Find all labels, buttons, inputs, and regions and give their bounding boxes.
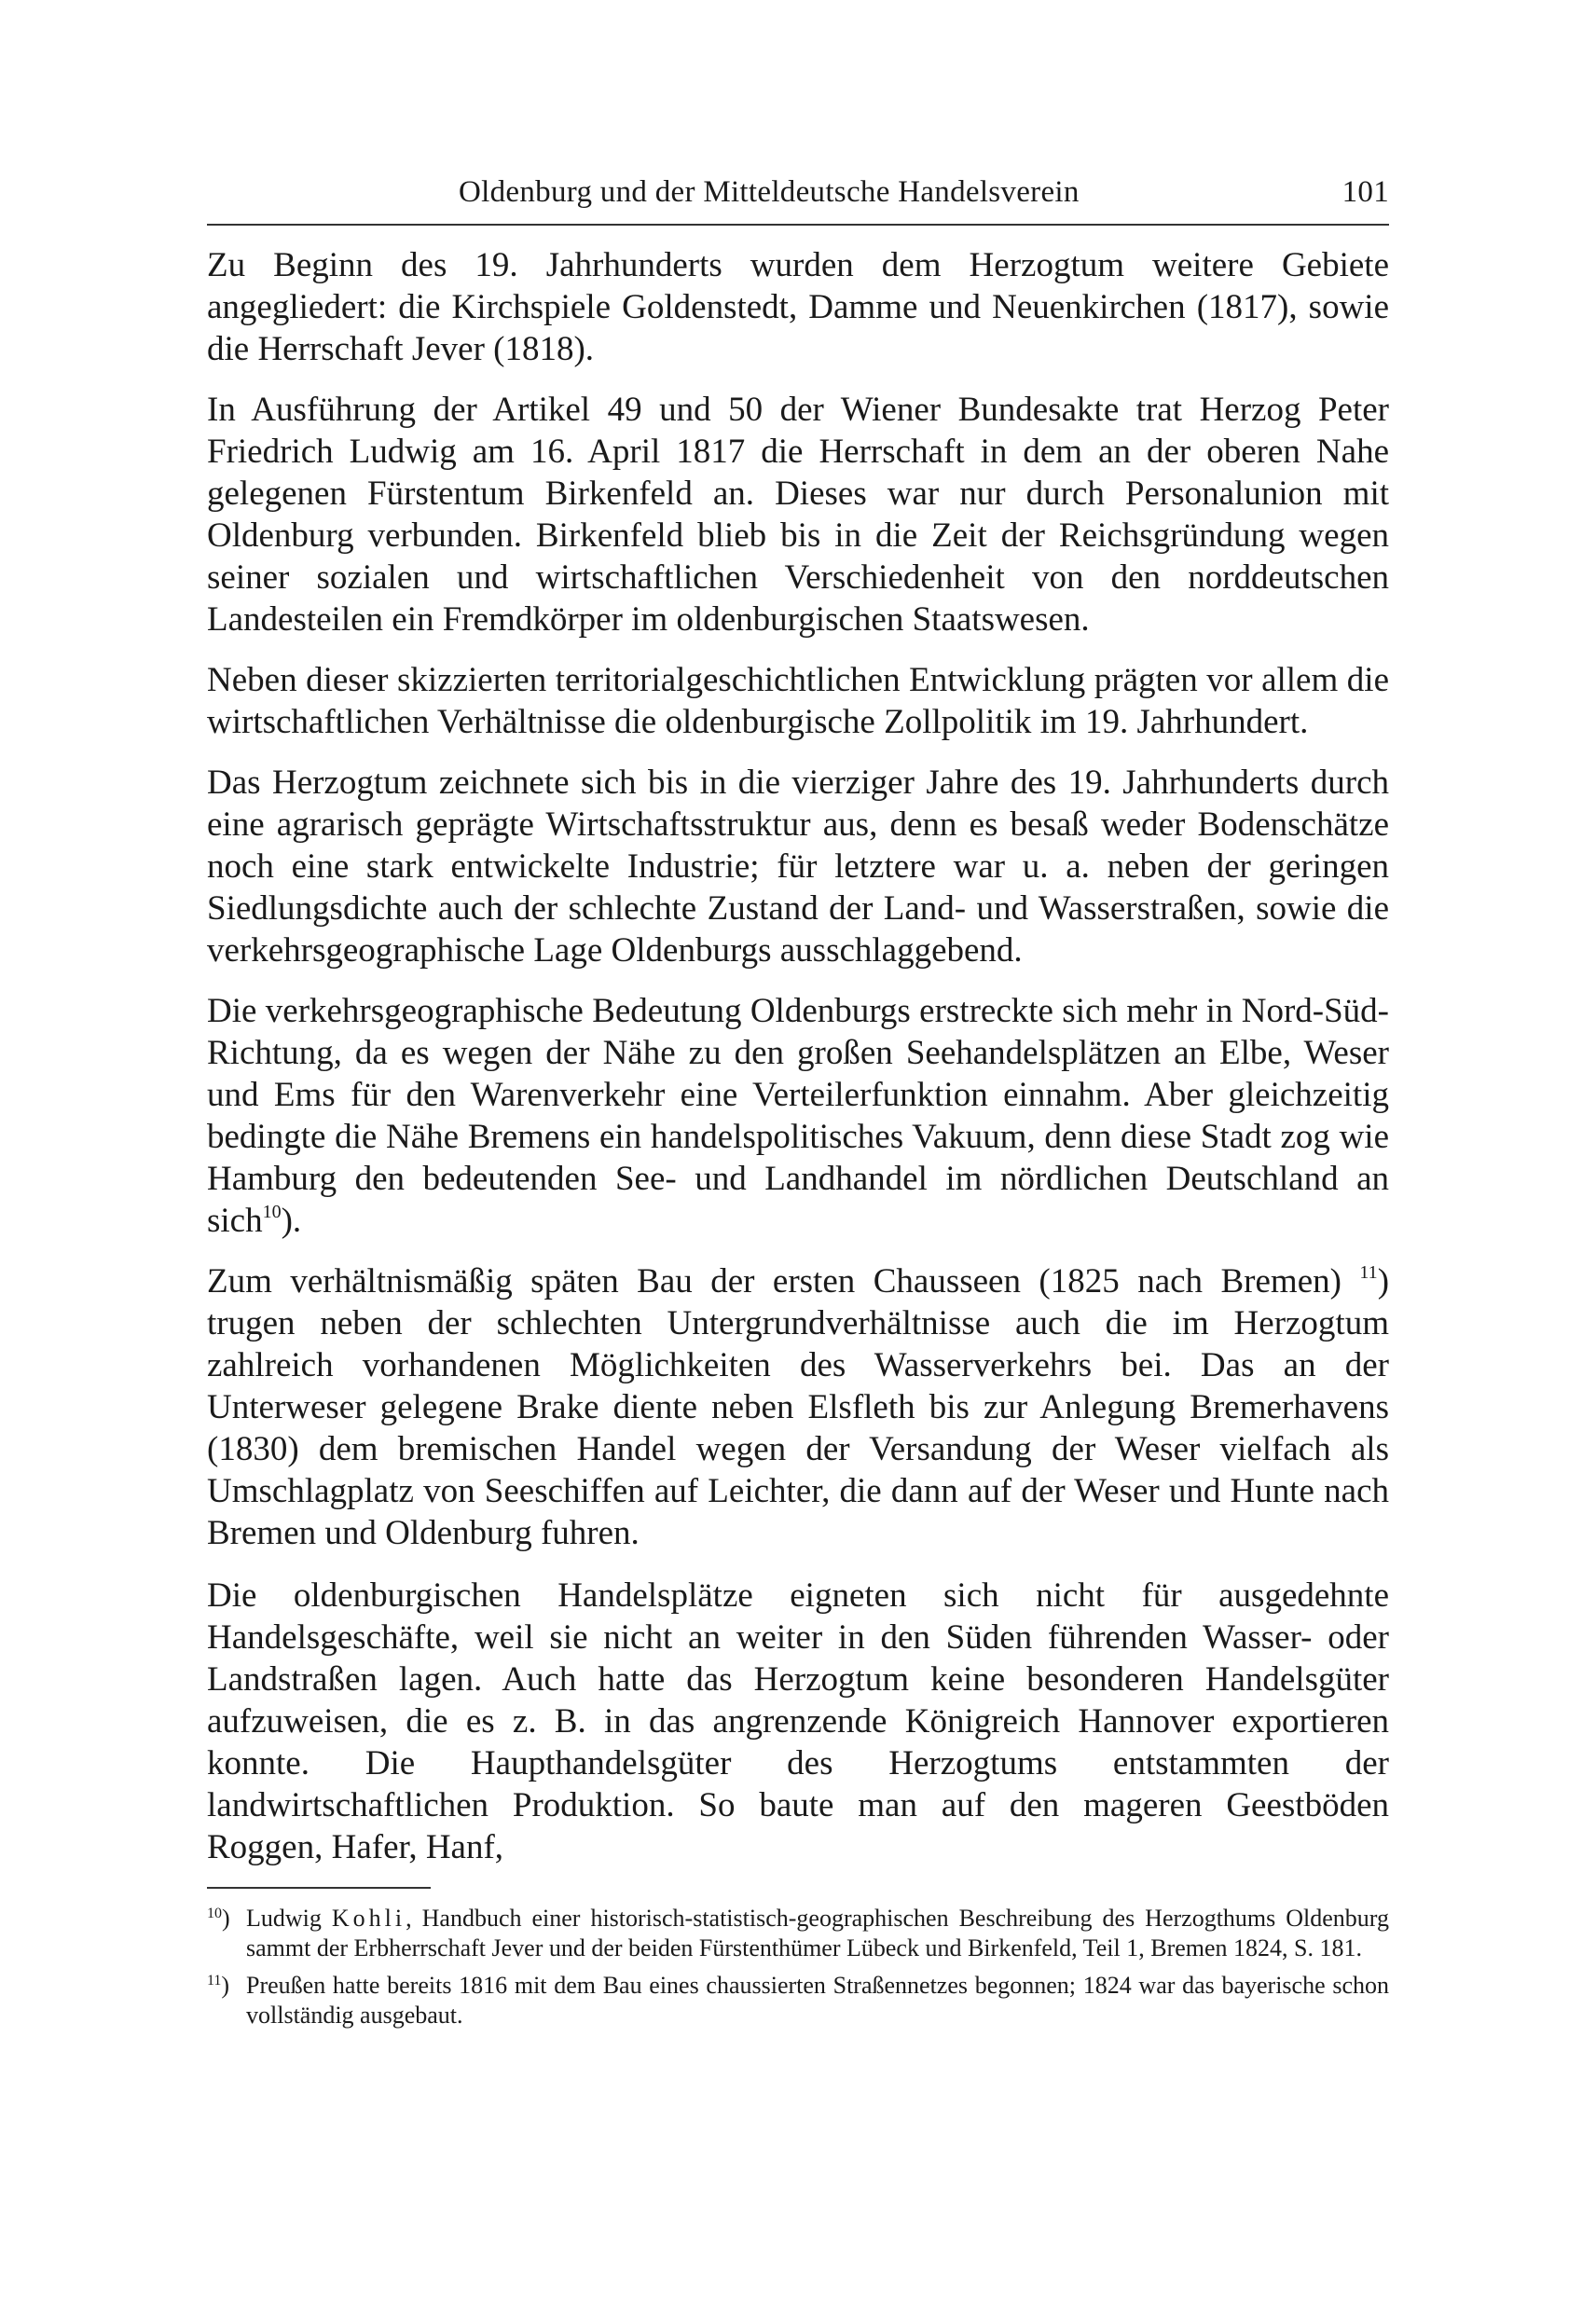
footnote-ref-11: 11	[1359, 1262, 1378, 1283]
footnote-prefix: Ludwig	[246, 1905, 332, 1932]
paragraph-6-rest: ) trugen neben der schlechten Untergrundverhältnisse auch die im Herzogtum zahlreich vorhandenen Möglichkeiten des Wasserverkehrs bei. Das an der Unterweser gelegene Brake diente neben Elsfleth bis zur Anlegung Bremerhavens (1830) dem bremischen Handel wegen der Versandung der Weser vielfach als Umschlagplatz von Seeschiffen auf Leichter, die dann auf der Weser und Hunte nach Bremen und Oldenburg fuhren.	[207, 1262, 1390, 1552]
footnote-mark: $^{10}$)	[207, 1905, 230, 1932]
paragraph-6	[207, 1260, 1389, 1554]
footnote-body: , Handbuch einer historisch-statistisch-geographischen Beschreibung des Herzogthums Oldenburg sammt der Erbherrschaft Jever und der beiden Fürstenthümer Lübeck und Birkenfeld, Teil 1, Bremen 1824, S. 181.	[246, 1905, 1389, 1961]
footnote-text	[246, 1905, 1389, 1961]
paragraph-5-text: Die verkehrsgeographische Bedeutung Oldenburgs erstreckte sich mehr in Nord-Süd-Richtung, da es wegen der Nähe zu den großen Seehandelsplätzen an Elbe, Weser und Ems für den Warenverkehr eine Verteilerfunktion einnahm. Aber gleichzeitig bedingte die Nähe Bremens ein handelspolitisches Vakuum, denn diese Stadt zog wie Hamburg den bedeutenden See- und Landhandel im nördlichen Deutschland an sich	[207, 992, 1389, 1240]
footnote-mark: $^{11}$)	[207, 1972, 230, 1999]
paragraph-2: In Ausführung der Artikel 49 und 50 der Wiener Bundesakte trat Herzog Peter Friedrich Ludwig am 16. April 1817 die Herrschaft in dem an der oberen Nahe gelegenen Fürstentum Birkenfeld an. Dieses war nur durch Personalunion mit Oldenburg verbunden. Birkenfeld blieb bis in die Zeit der Reichsgründung wegen seiner sozialen und wirtschaftlichen Verschiedenheit von den norddeutschen Landesteilen ein Fremdkörper im oldenburgischen Staatswesen.	[207, 391, 1389, 639]
footnote-rule	[207, 1887, 431, 1889]
running-head	[207, 166, 1389, 218]
paragraph-6-start: Zum verhältnismäßig späten Bau der ersten Chausseen (1825 nach Bremen)	[207, 1262, 1341, 1300]
paragraph-7: Die oldenburgischen Handelsplätze eigneten sich nicht für ausgedehnte Handelsgeschäfte, weil sie nicht an weiter in den Süden führenden Wasser- oder Landstraßen lagen. Auch hatte das Herzogtum keine besonderen Handelsgüter aufzuweisen, die es z. B. in das angrenzende Königreich Hannover exportieren konnte. Die Haupthandelsgüter des Herzogtums entstammten der landwirtschaftlichen Produktion. So baute man auf den mageren Geestböden Roggen, Hafer, Hanf,	[207, 1576, 1389, 1866]
header-rule	[207, 224, 1389, 226]
paragraph-5	[207, 990, 1389, 1242]
paragraph-5-end: ).	[281, 1202, 302, 1240]
footnote-11	[207, 1971, 1389, 2030]
paragraph-3: Neben dieser skizzierten territorialgeschichtlichen Entwicklung prägten vor allem die wirtschaftlichen Verhältnisse die oldenburgische Zollpolitik im 19. Jahrhundert.	[207, 661, 1389, 741]
footnote-10	[207, 1904, 1389, 1963]
body-text	[207, 244, 1389, 1868]
footnote-ref-10: 10	[262, 1202, 282, 1222]
paragraph-1: Zu Beginn des 19. Jahrhunderts wurden dem Herzogtum weitere Gebiete angegliedert: die Kirchspiele Goldenstedt, Damme und Neuenkirchen (1817), sowie die Herrschaft Jever (1818).	[207, 246, 1389, 368]
paragraph-4: Das Herzogtum zeichnete sich bis in die vierziger Jahre des 19. Jahrhunderts durch eine agrarisch geprägte Wirtschaftsstruktur aus, denn es besaß weder Bodenschätze noch eine stark entwickelte Industrie; für letztere war u. a. neben der geringen Siedlungsdichte auch der schlechte Zustand der Land- und Wasserstraßen, sowie die verkehrsgeographische Lage Oldenburgs ausschlaggebend.	[207, 764, 1389, 970]
footnote-body: Preußen hatte bereits 1816 mit dem Bau eines chaussierten Straßennetzes begonnen; 1824 war das bayerische schon vollständig ausgebaut.	[246, 1972, 1389, 2029]
footnotes	[207, 1904, 1389, 2030]
footnote-author: Kohli	[331, 1905, 406, 1932]
page	[207, 166, 1389, 2038]
page-number: 101	[1341, 175, 1389, 209]
running-title: Oldenburg und der Mitteldeutsche Handelsverein	[459, 175, 1080, 209]
